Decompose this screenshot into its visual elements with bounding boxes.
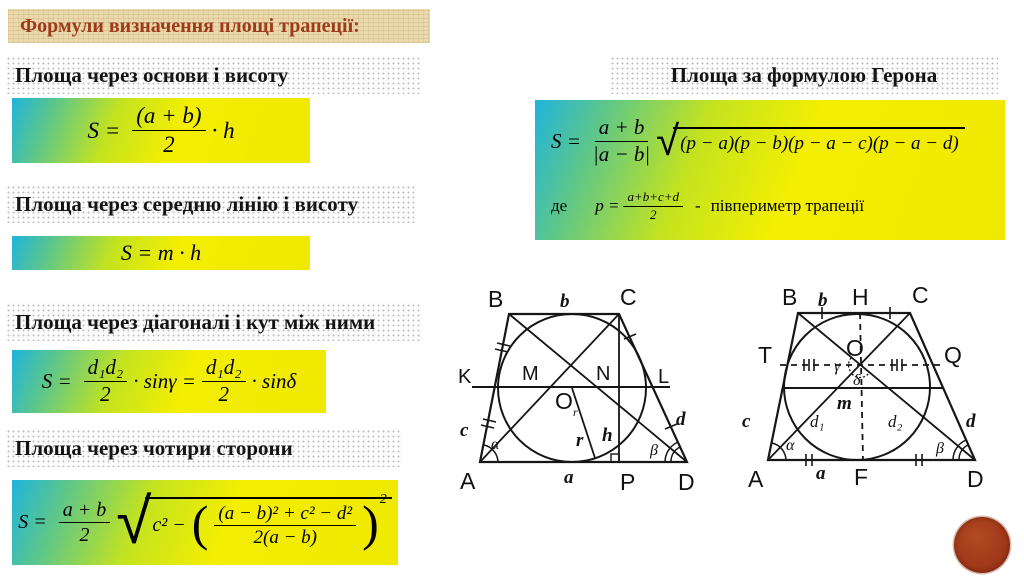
heron-numerator: a + b	[595, 116, 649, 142]
angle-arc-alpha	[772, 443, 786, 460]
point-label-L: L	[658, 366, 670, 388]
trapezoid-diagram-right	[740, 275, 1018, 497]
side-label-c: c	[460, 420, 469, 441]
point-label-F: F	[854, 464, 869, 490]
vertex-label-C: C	[912, 282, 929, 308]
side-label-c: c	[742, 411, 751, 432]
formula-midline-height	[12, 236, 310, 270]
heading-midline-height	[6, 185, 416, 223]
f3-denominator-1: 2	[100, 382, 111, 406]
heron-denominator: |a − b|	[592, 141, 651, 166]
formula-heron	[535, 100, 1005, 240]
angle-label-delta: δ	[853, 372, 861, 389]
heading-diagonals-angle-label: Площа через діагоналі і кут між ними	[15, 309, 376, 334]
f3-lhs: S =	[41, 369, 72, 393]
heading-heron	[610, 56, 998, 94]
formula-diagonals-angle	[12, 350, 326, 413]
angle-label-alpha: α	[786, 437, 795, 454]
title-bar	[8, 9, 430, 43]
heron-radicand: (p − a)(p − b)(p − a − c)(p − a − d)	[673, 127, 964, 155]
point-label-T: T	[758, 342, 773, 368]
pdef-dash: -	[695, 196, 701, 216]
f4-radicand: c² − ( $\frac{\text{(a − b)² + c² − d²}}{2(a - b)}$ ) 2	[145, 497, 391, 549]
semiperimeter-definition-row	[551, 190, 864, 222]
point-label-P: P	[620, 469, 636, 495]
point-label-N: N	[596, 363, 611, 385]
vertex-label-B: B	[782, 284, 798, 310]
angle-label-alpha: α	[491, 436, 500, 453]
side-label-a: a	[816, 463, 826, 484]
vertex-label-D: D	[678, 469, 695, 495]
angle-label-gamma: γ	[834, 358, 841, 375]
f1-numerator: (a + b)	[132, 103, 205, 131]
point-label-M: M	[522, 363, 539, 385]
f2-text: S = m · h	[120, 240, 202, 265]
red-seal-logo	[954, 517, 1010, 573]
side-label-d: d	[676, 409, 686, 430]
f3-numerator-1: d₁d₂	[84, 356, 128, 382]
heading-four-sides-label: Площа через чотири сторони	[15, 435, 293, 460]
diagonal-d2	[798, 313, 975, 460]
trapezoid-diagram-left	[452, 277, 712, 497]
trapezoid-outline	[768, 313, 975, 460]
pdef-lead: де	[551, 196, 568, 216]
diagonal-label-d1: d₁	[810, 412, 825, 431]
pdef-denominator: 2	[649, 206, 657, 222]
heron-lhs: S =	[551, 128, 581, 153]
side-label-b: b	[818, 290, 828, 311]
f4-fraction	[59, 499, 111, 547]
vertex-label-A: A	[460, 468, 476, 494]
f1-denominator: 2	[163, 132, 175, 157]
pdef-numerator: a+b+c+d	[623, 190, 683, 207]
side-label-d: d	[966, 411, 976, 432]
f4-inner-denominator: 2(a − b)	[253, 527, 317, 548]
heading-bases-height	[6, 56, 420, 94]
vertex-label-C: C	[620, 284, 637, 310]
f4-power: 2	[379, 491, 387, 507]
slide-title: Формули визначення площі трапеції:	[20, 14, 360, 37]
f1-fraction	[132, 103, 205, 158]
formula-four-sides	[12, 480, 398, 565]
heading-heron-label: Площа за формулою Герона	[670, 62, 938, 87]
midline-label-m: m	[837, 393, 852, 414]
radius-label-r: r	[576, 430, 584, 451]
pdef-p: p =	[595, 196, 620, 216]
f4-lhs: S =	[18, 511, 47, 533]
heron-fraction	[593, 116, 650, 166]
pdef-text: півпериметр трапеції	[710, 196, 865, 216]
diagonal-label-d2: d₂	[888, 412, 903, 431]
f3-numerator-2: d₁d₂	[202, 356, 246, 382]
vertex-label-B: B	[488, 286, 504, 312]
point-label-K: K	[458, 366, 472, 388]
f1-tail: · h	[211, 117, 235, 143]
f4-denominator: 2	[79, 524, 90, 546]
radical-sign: √	[656, 116, 680, 165]
f1-lhs: S =	[87, 117, 121, 143]
vertex-label-A: A	[748, 466, 764, 492]
side-label-b: b	[560, 291, 570, 312]
angle-label-beta: β	[936, 440, 944, 457]
heading-midline-height-label: Площа через середню лінію і висоту	[15, 191, 359, 216]
heading-bases-height-label: Площа через основи і висоту	[15, 62, 289, 87]
f4-inner-numerator: (a − b)² + c² − d²	[214, 503, 356, 526]
heading-four-sides	[6, 429, 402, 467]
side-label-a: a	[564, 467, 574, 488]
center-label-O: O	[846, 335, 864, 361]
f3-mid: · sinγ =	[133, 369, 196, 393]
center-label-O: O	[555, 388, 573, 414]
radical-sign: √	[116, 484, 152, 559]
f4-numerator: a + b	[59, 499, 111, 523]
right-angle-mark	[611, 454, 619, 462]
formula-bases-height	[12, 98, 310, 163]
f4-radical	[116, 484, 391, 559]
f4-prefix: c² −	[152, 514, 186, 536]
f4-inner-fraction	[214, 503, 356, 549]
f3-fraction-1	[84, 356, 128, 406]
point-label-H: H	[852, 284, 869, 310]
f3-tail: · sinδ	[251, 369, 297, 393]
pdef-fraction	[623, 190, 683, 222]
heron-formula-row	[551, 116, 965, 166]
f3-denominator-2: 2	[218, 382, 229, 406]
vertex-label-D: D	[967, 466, 984, 492]
angle-label-beta: β	[650, 442, 658, 459]
heron-radical	[656, 116, 965, 165]
point-label-Q: Q	[944, 342, 962, 368]
height-label-h: h	[602, 425, 613, 446]
center-sub-r: r	[573, 405, 578, 419]
f3-fraction-2	[202, 356, 246, 406]
heading-diagonals-angle	[6, 303, 422, 341]
